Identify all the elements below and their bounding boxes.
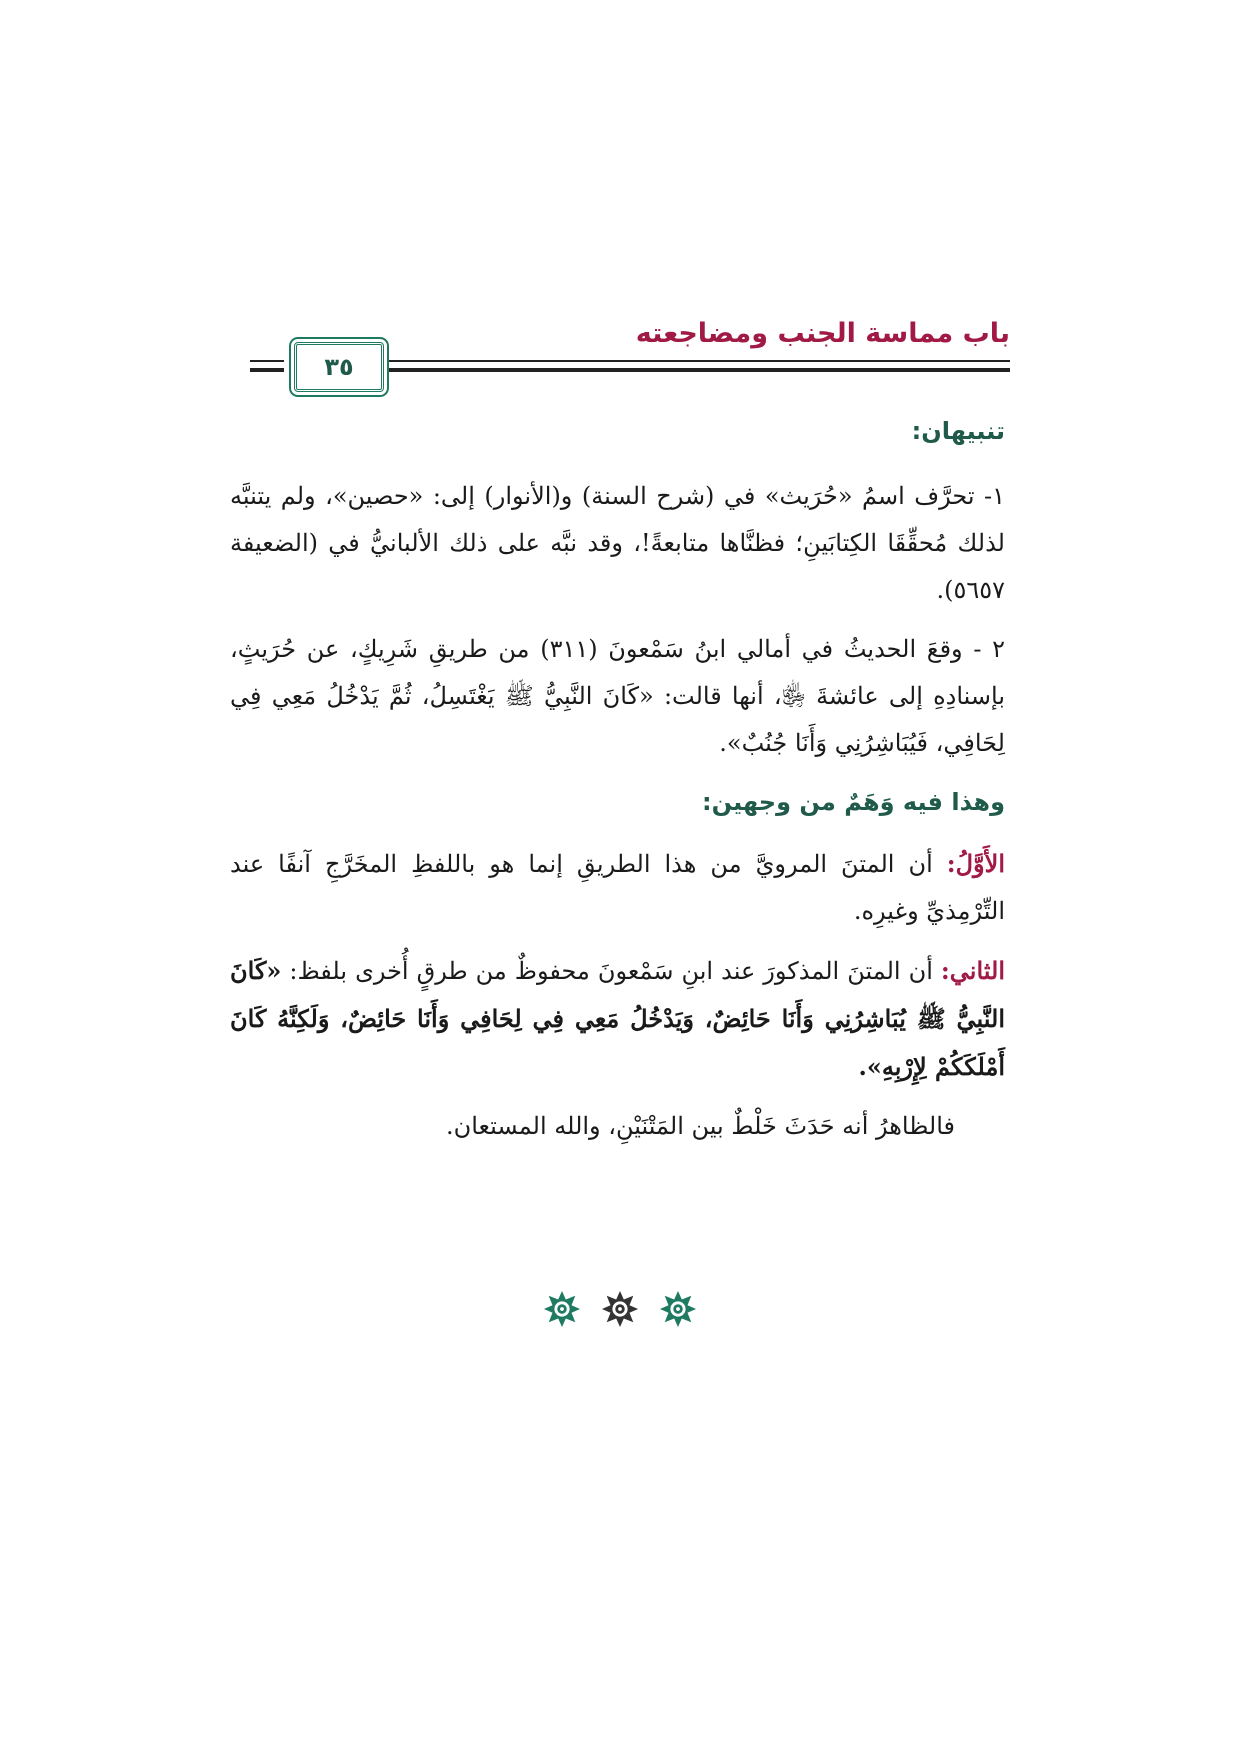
star-ornament-icon [659, 1290, 697, 1328]
note-paragraph-2: ٢ - وقعَ الحديثُ في أمالي ابنُ سَمْعونَ (٣١١) من طريقِ شَرِيكٍ، عن حُرَيثٍ، بإسنادِهِ إلى عائشةَ ﵂، أنها قالت: «كَانَ النَّبِيُّ ﷺ يَغْتَسِلُ، ثُمَّ يَدْخُلُ مَعِي فِي لِحَافِي، فَيُبَاشِرُنِي وَأَنَا جُنُبٌ». [230, 635, 1006, 757]
page-number-badge [294, 342, 384, 392]
closing-sentence: فالظاهرُ أنه حَدَثَ خَلْطٌ بين المَتْنَيْنِ، والله المستعان. [445, 1112, 955, 1140]
note-paragraph-1: ١- تحرَّف اسمُ «حُرَيث» في (شرح السنة) و(الأنوار) إلى: «حصين»، ولم يتنبَّه لذلك مُحقِّقَا الكِتابَينِ؛ فظنَّاها متابعةً!، وقد نبَّه على ذلك الألبانيُّ في (الضعيفة ٥٦٥٧). [230, 482, 1005, 604]
section-end-ornaments [0, 1290, 1240, 1328]
first-point [230, 840, 1005, 935]
page-header [250, 318, 1010, 390]
notes-heading: تنبيهان: [911, 417, 1005, 445]
star-ornament-icon [601, 1290, 639, 1328]
main-content [230, 408, 1005, 1162]
section-subheading: وهذا فيه وَهَمٌ من وجهين: [701, 788, 1005, 816]
second-point-text: أن المتنَ المذكورَ عند ابنِ سَمْعونَ محفوظٌ من طرقٍ أُخرى بلفظ: [289, 957, 941, 985]
star-ornament-icon [543, 1290, 581, 1328]
chapter-title: باب مماسة الجنب ومضاجعته [635, 318, 1010, 349]
second-point-quote: «كَانَ النَّبِيُّ ﷺ يُبَاشِرُنِي وَأَنَا حَائِضٌ، وَيَدْخُلُ مَعِي فِي لِحَافِي وَأَنَا حَائِضٌ، وَلَكِنَّهُ كَانَ أَمْلَكَكُمْ لِإِرْبِهِ». [230, 956, 1005, 1081]
second-point [230, 947, 1005, 1091]
first-point-text: أن المتنَ المرويَّ من هذا الطريقِ إنما هو باللفظِ المخَرَّجِ آنفًا عند التِّرْمِذيِّ وغيرِه. [230, 850, 1005, 925]
second-point-label: الثاني: [940, 956, 1005, 985]
first-point-label: الأَوَّلُ: [946, 849, 1005, 878]
page-number: ٣٥ [324, 353, 354, 381]
